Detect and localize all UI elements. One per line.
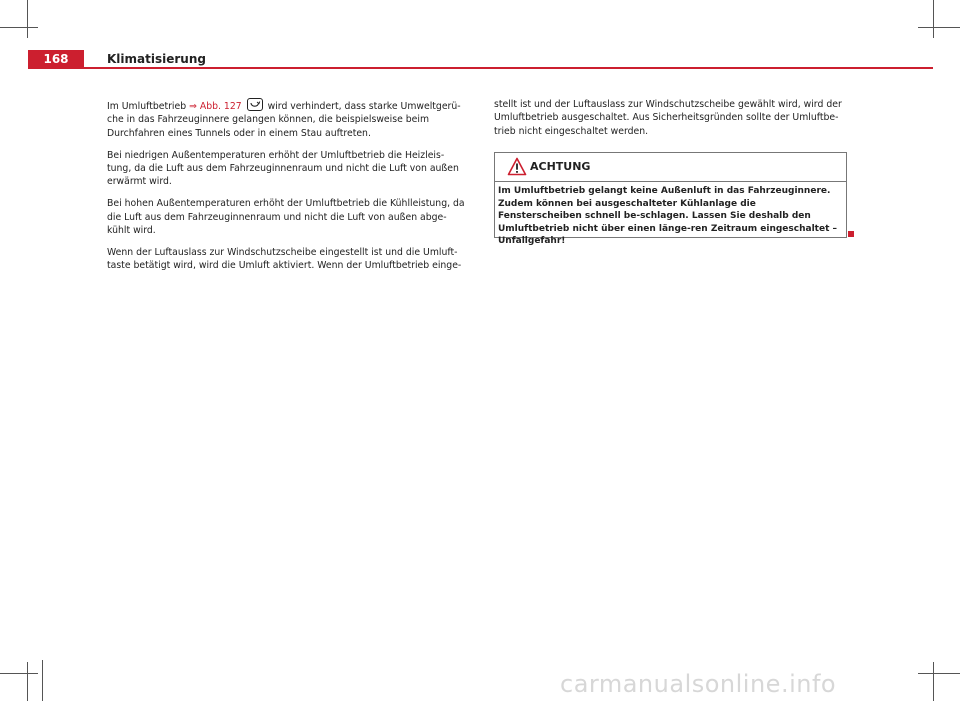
crop-mark <box>42 660 43 701</box>
watermark: carmanualsonline.info <box>560 670 837 698</box>
page-number: 168 <box>28 50 84 68</box>
warning-header <box>495 153 846 182</box>
warning-text: Im Umluftbetrieb gelangt keine Außenluft in das Fahrzeuginnere. Zudem können bei ausgeschalteter Kühlanlage die Fensterscheiben schnell be-schlagen. Lassen Sie deshalb den Umluftbetrieb nicht über einen länge-ren Zeitraum eingeschaltet – Unfallgefahr! <box>498 186 838 247</box>
page-title: Klimatisierung <box>107 52 206 66</box>
crop-mark <box>933 0 934 38</box>
warning-title: ACHTUNG <box>530 160 591 173</box>
left-column <box>107 98 467 281</box>
paragraph: Bei niedrigen Außentemperaturen erhöht der Umluftbetrieb die Heizleis-tung, da die Luft aus dem Fahrzeuginnenraum und nicht die Luft von außen erwärmt wird. <box>107 149 459 188</box>
header-divider <box>28 67 933 69</box>
section-end-marker <box>848 231 854 237</box>
right-column <box>494 98 854 147</box>
paragraph: Im Umluftbetrieb ⇒ Abb. 127 wird verhindert, dass starke Umweltgerü-che in das Fahrzeuginnere gelangen können, die beispielsweise beim Durchfahren eines Tunnels oder in einem Stau auftreten. <box>107 98 467 140</box>
crop-mark <box>918 673 960 674</box>
crop-mark <box>27 662 28 701</box>
crop-mark <box>27 0 28 38</box>
crop-mark <box>918 27 960 28</box>
paragraph: Wenn der Luftauslass zur Windschutzscheibe eingestellt ist und die Umluft-taste betätigt wird, wird die Umluft aktiviert. Wenn der Umluftbetrieb einge- <box>107 246 462 272</box>
recirculation-icon <box>247 98 263 111</box>
warning-triangle-icon <box>507 157 527 176</box>
crop-mark <box>0 673 38 674</box>
crop-mark <box>0 27 38 28</box>
figure-reference-link[interactable]: ⇒ Abb. 127 <box>189 101 242 112</box>
paragraph: stellt ist und der Luftauslass zur Windschutzscheibe gewählt wird, wird der Umluftbetrieb ausgeschaltet. Aus Sicherheitsgründen sollte der Umluftbe-trieb nicht eingeschaltet werden. <box>494 99 842 137</box>
paragraph: Bei hohen Außentemperaturen erhöht der Umluftbetrieb die Kühlleistung, da die Luft aus dem Fahrzeuginnenraum und nicht die Luft von außen abge-kühlt wird. <box>107 198 465 237</box>
crop-mark <box>933 662 934 701</box>
warning-box <box>494 152 847 247</box>
